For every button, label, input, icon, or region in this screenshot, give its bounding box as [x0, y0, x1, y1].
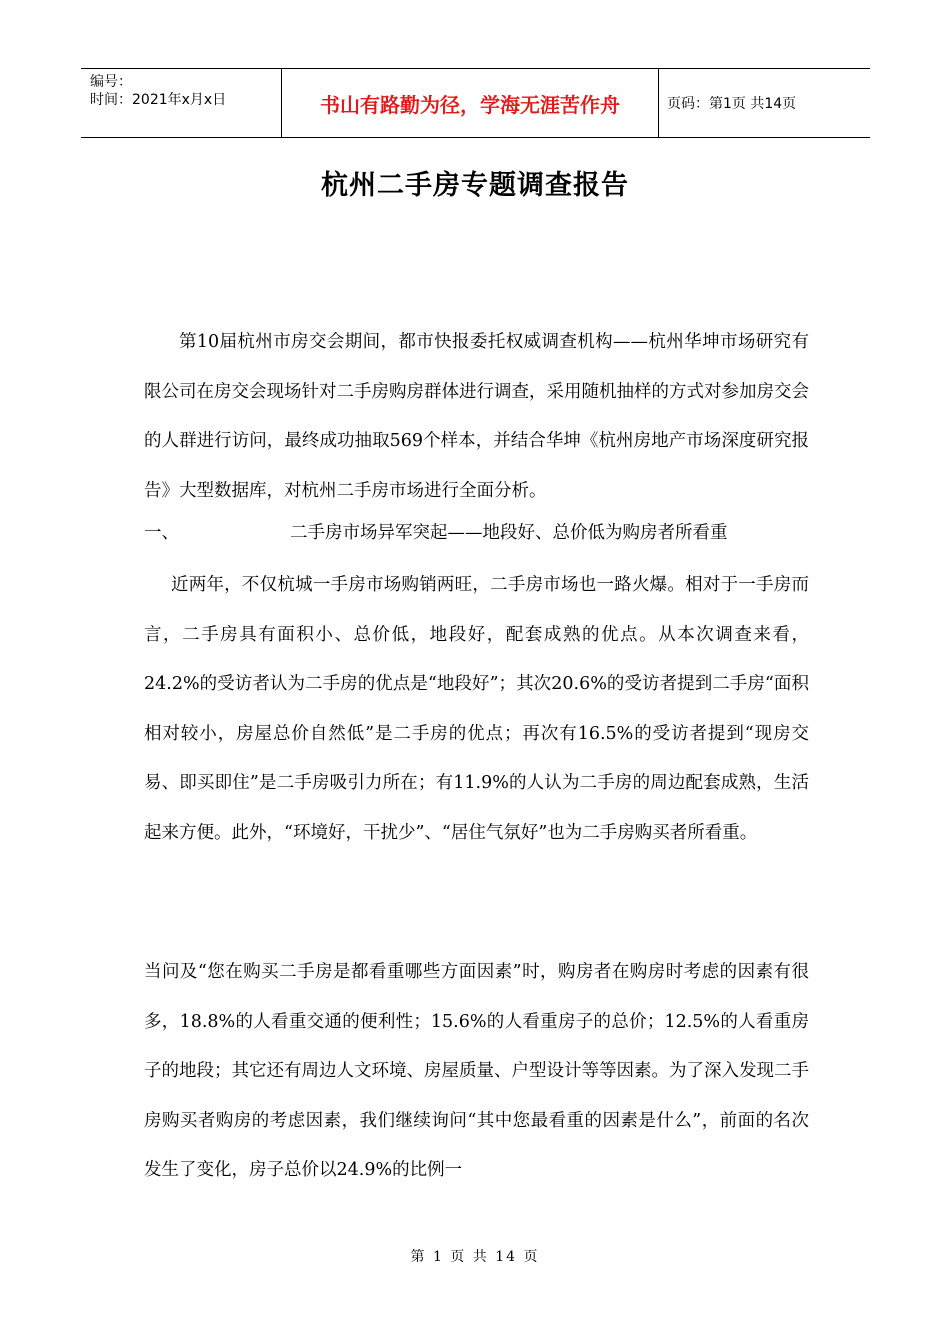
header-page-code: 页码：第1页 共14页: [667, 96, 797, 112]
page-footer: 第 1 页 共 14 页: [410, 1249, 540, 1265]
paragraph-intro: 第10届杭州市房交会期间，都市快报委托权威调查机构——杭州华坤市场研究有限公司在房交会现场针对二手房购房群体进行调查，采用随机抽样的方式对参加房交会的人群进行访问，最终成功抽取569个样本，并结合华坤《杭州房地产市场深度研究报告》大型数据库，对杭州二手房市场进行全面分析。: [144, 332, 809, 501]
paragraph-factors: 当问及“您在购买二手房是都看重哪些方面因素”时，购房者在购房时考虑的因素有很多，18.8%的人看重交通的便利性；15.6%的人看重房子的总价；12.5%的人看重房子的地段；其它还有周边人文环境、房屋质量、户型设计等等因素。为了深入发现二手房购买者购房的考虑因素，我们继续询问“其中您最看重的因素是什么”，前面的名次发生了变化，房子总价以24.9%的比例一: [144, 962, 809, 1180]
document-header: [81, 68, 870, 138]
header-motto: 书山有路勤为径，学海无涯苦作舟: [281, 69, 659, 137]
paragraph-advantages: 近两年，不仅杭城一手房市场购销两旺，二手房市场也一路火爆。相对于一手房而言，二手房具有面积小、总价低，地段好，配套成熟的优点。从本次调查来看，24.2%的受访者认为二手房的优点是“地段好”；其次20.6%的受访者提到二手房“面积相对较小，房屋总价自然低”是二手房的优点；再次有16.5%的受访者提到“现房交易、即买即住”是二手房吸引力所在；有11.9%的人认为二手房的周边配套成熟，生活起来方便。此外，“环境好，干扰少”、“居住气氛好”也为二手房购买者所看重。: [144, 575, 809, 843]
section-heading: [144, 513, 809, 553]
document-title: 杭州二手房专题调查报告: [321, 170, 629, 201]
section-number: 一、: [144, 523, 179, 543]
header-time-label: 时间：2021年x月x日: [90, 92, 227, 108]
section-title: 二手房市场异军突起——地段好、总价低为购房者所看重: [290, 523, 728, 543]
header-number-label: 编号：: [90, 74, 132, 90]
header-meta: [81, 69, 281, 137]
